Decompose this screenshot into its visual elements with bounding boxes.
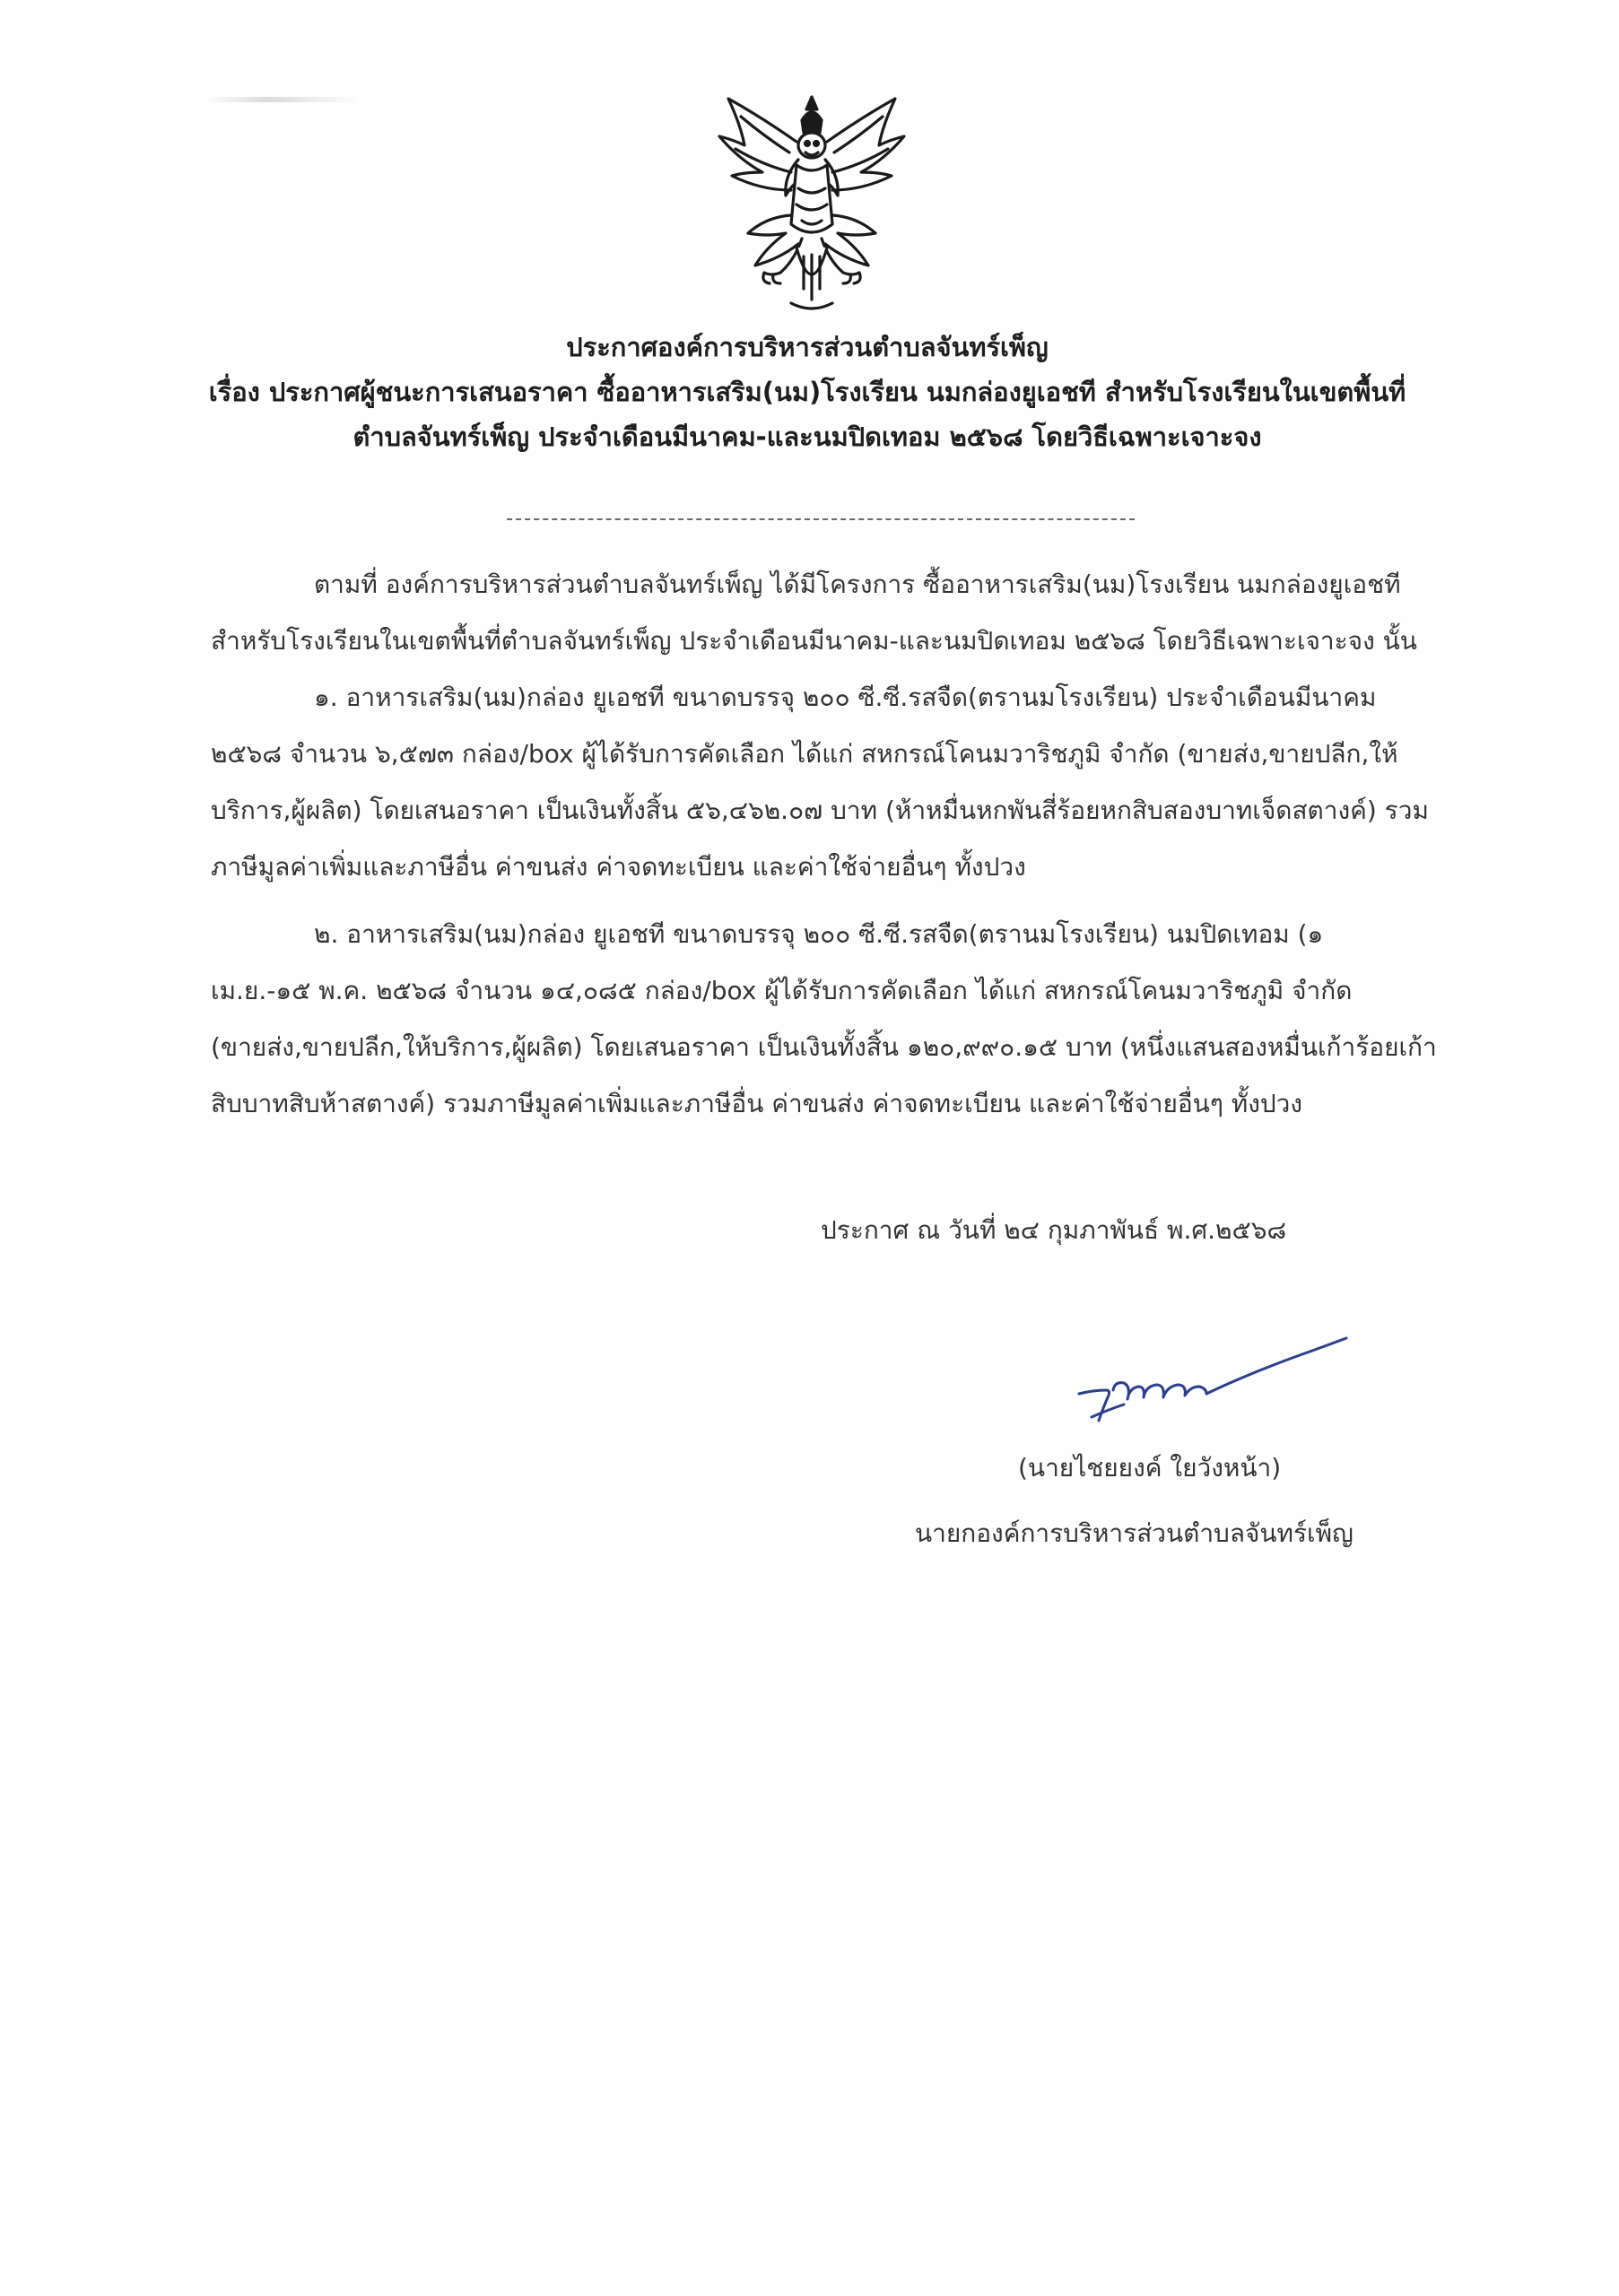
item-2-line-1: ๒. อาหารเสริม(นม)กล่อง ยูเอชที ขนาดบรรจุ ๒๐๐ ซี.ซี.รสจืด(ตรานมโรงเรียน) นมปิดเทอม (๑ (314, 919, 1324, 949)
header-divider (507, 518, 1135, 520)
item-2-line-4: สิบบาทสิบห้าสตางค์) รวมภาษีมูลค่าเพิ่มและภาษีอื่น ค่าขนส่ง ค่าจดทะเบียน และค่าใช้จ่ายอื่นๆ ทั้งปวง (211, 1089, 1303, 1118)
item-2-line-2: เม.ย.-๑๕ พ.ค. ๒๕๖๘ จำนวน ๑๔,๐๘๕ กล่อง/box ผู้ได้รับการคัดเลือก ได้แก่ สหกรณ์โคนมวาริชภูมิ จำกัด (211, 976, 1353, 1005)
garuda-emblem-icon (709, 90, 915, 323)
announcement-subject-line-1: เรื่อง ประกาศผู้ชนะการเสนอราคา ซื้ออาหารเสริม(นม)โรงเรียน นมกล่องยูเอชที สำหรับโรงเรียนในเขตพื้นที่ (208, 377, 1406, 407)
announcement-title: ประกาศองค์การบริหารส่วนตำบลจันทร์เพ็ญ (566, 332, 1049, 362)
item-1-line-1: ๑. อาหารเสริม(นม)กล่อง ยูเอชที ขนาดบรรจุ ๒๐๐ ซี.ซี.รสจืด(ตรานมโรงเรียน) ประจำเดือนมีนาคม (314, 683, 1377, 712)
item-1-line-3: บริการ,ผู้ผลิต) โดยเสนอราคา เป็นเงินทั้งสิ้น ๕๖,๔๖๒.๐๗ บาท (ห้าหมื่นหกพันสี่ร้อยหกสิบสองบาทเจ็ดสตางค์) รวม (211, 796, 1429, 825)
signer-title: นายกองค์การบริหารส่วนตำบลจันทร์เพ็ญ (915, 1518, 1354, 1548)
announcement-header (161, 325, 1453, 459)
signer-name: (นายไชยยงค์ ใยวังหน้า) (1018, 1453, 1282, 1483)
item-1-line-2: ๒๕๖๘ จำนวน ๖,๕๗๓ กล่อง/box ผู้ได้รับการคัดเลือก ได้แก่ สหกรณ์โคนมวาริชภูมิ จำกัด (ขายส่ง,ขายปลีก,ให้ (211, 739, 1398, 769)
handwritten-signature (1072, 1327, 1359, 1435)
intro-line-2: สำหรับโรงเรียนในเขตพื้นที่ตำบลจันทร์เพ็ญ ประจำเดือนมีนาคม-และนมปิดเทอม ๒๕๖๘ โดยวิธีเฉพาะเจาะจง นั้น (211, 626, 1417, 656)
item-1-line-4: ภาษีมูลค่าเพิ่มและภาษีอื่น ค่าขนส่ง ค่าจดทะเบียน และค่าใช้จ่ายอื่นๆ ทั้งปวง (211, 852, 1026, 882)
scan-mark (206, 97, 359, 102)
item-2-line-3: (ขายส่ง,ขายปลีก,ให้บริการ,ผู้ผลิต) โดยเสนอราคา เป็นเงินทั้งสิ้น ๑๒๐,๙๙๐.๑๕ บาท (หนึ่งแสนสองหมื่นเก้าร้อยเก้า (211, 1032, 1437, 1062)
announcement-subject-line-2: ตำบลจันทร์เพ็ญ ประจำเดือนมีนาคม-และนมปิดเทอม ๒๕๖๘ โดยวิธีเฉพาะเจาะจง (353, 422, 1262, 452)
intro-line-1: ตามที่ องค์การบริหารส่วนตำบลจันทร์เพ็ญ ได้มีโครงการ ซื้ออาหารเสริม(นม)โรงเรียน นมกล่องยูเอชที (314, 570, 1401, 599)
announcement-date: ประกาศ ณ วันที่ ๒๔ กุมภาพันธ์ พ.ศ.๒๕๖๘ (821, 1215, 1287, 1245)
